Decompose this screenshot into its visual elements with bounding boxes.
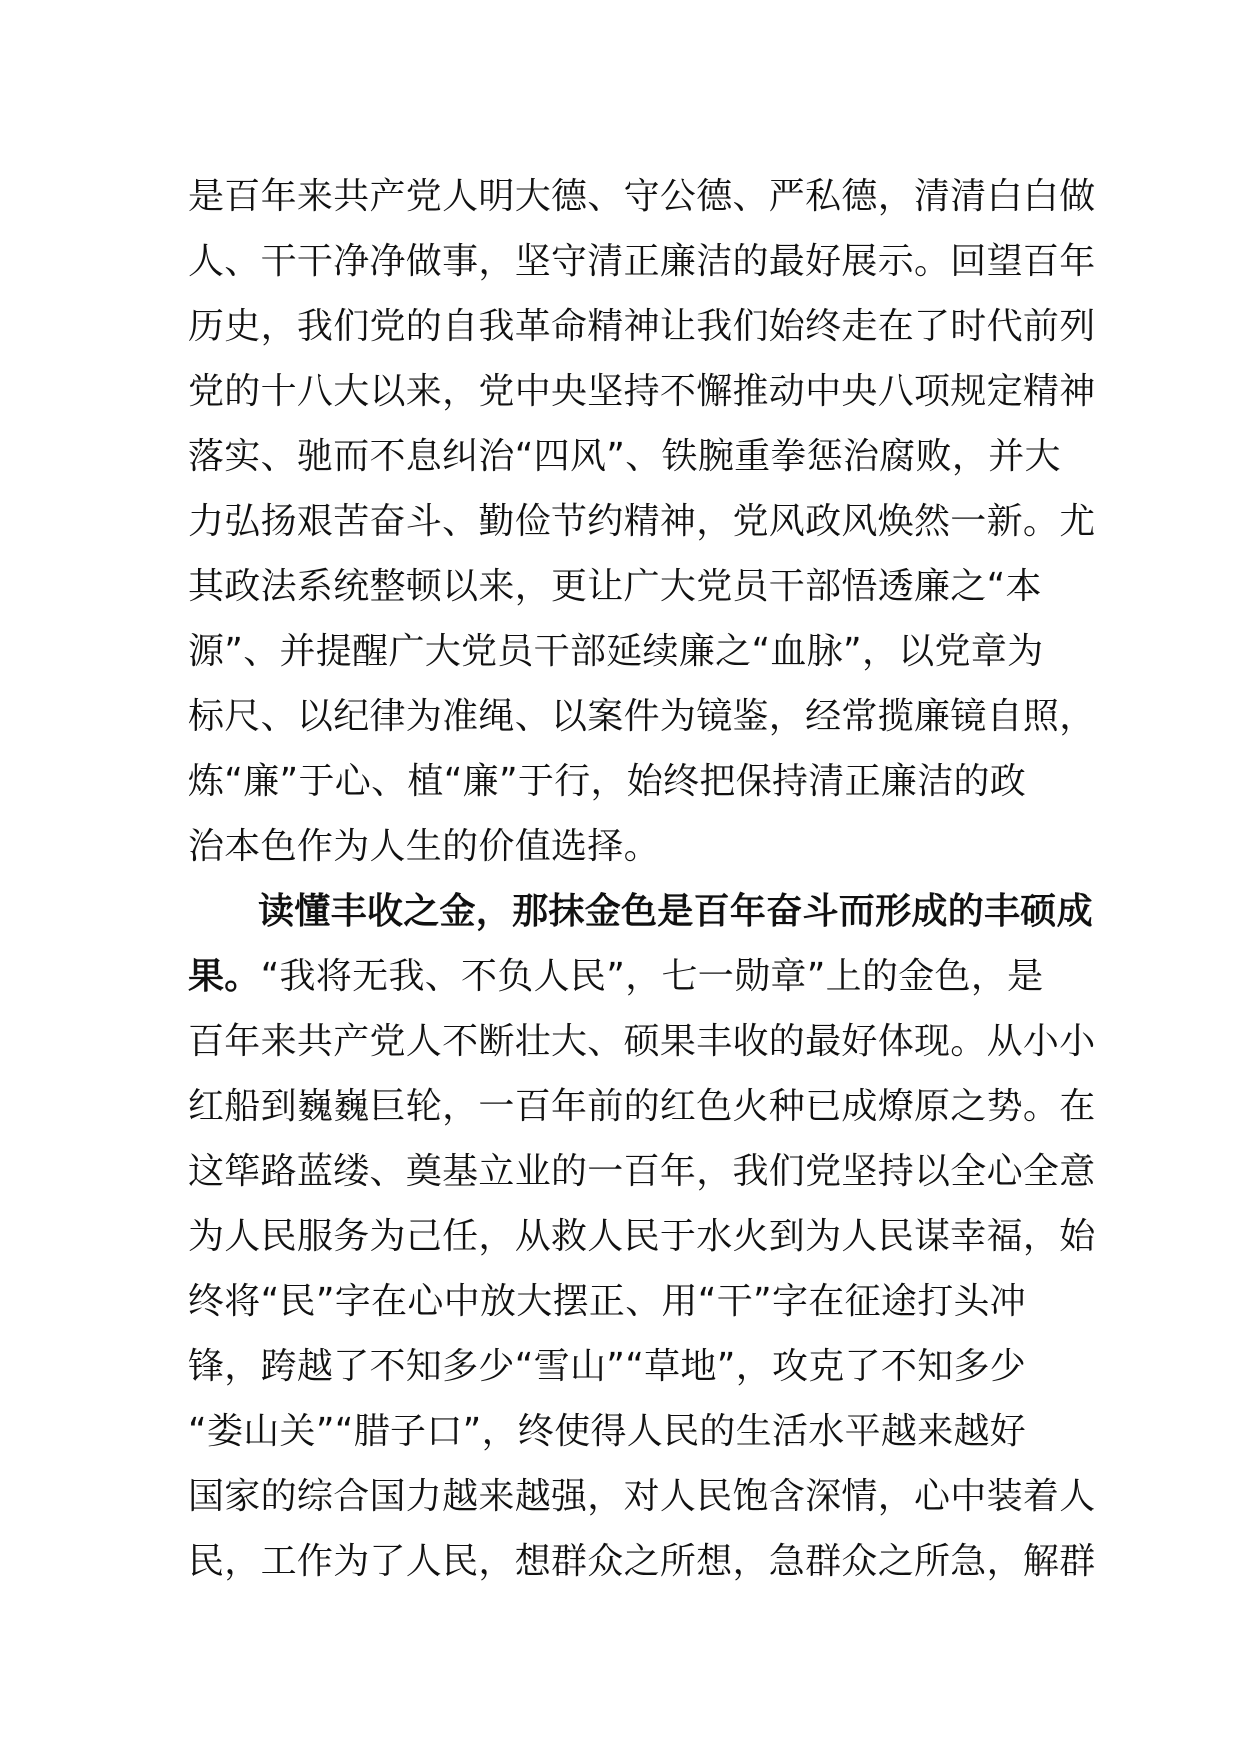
heading-line-rest: “我将无我、不负人民”，七一勋章”上的金色，是 — [260, 956, 1044, 997]
paragraph-1 — [188, 164, 1096, 879]
paragraph-2 — [188, 879, 1096, 1594]
text-line: 终将“民”字在心中放大摆正、用“干”字在征途打头冲 — [188, 1281, 1027, 1322]
text-line: 民，工作为了人民，想群众之所想，急群众之所急，解群 — [188, 1541, 1096, 1582]
text-line: 党的十八大以来，党中央坚持不懈推动中央八项规定精神 — [188, 371, 1096, 412]
text-line: 百年来共产党人不断壮大、硕果丰收的最好体现。从小小 — [188, 1021, 1096, 1062]
text-line: 国家的综合国力越来越强，对人民饱含深情，心中装着人 — [188, 1476, 1096, 1517]
text-line: 人、干干净净做事，坚守清正廉洁的最好展示。回望百年 — [188, 241, 1096, 282]
document-body — [188, 164, 1096, 1594]
text-line: 为人民服务为己任，从救人民于水火到为人民谋幸福，始 — [188, 1216, 1096, 1257]
text-line: 其政法系统整顿以来，更让广大党员干部悟透廉之“本 — [188, 566, 1042, 607]
text-line: 是百年来共产党人明大德、守公德、严私德，清清白白做 — [188, 176, 1096, 217]
text-line: 历史，我们党的自我革命精神让我们始终走在了时代前列 — [188, 306, 1096, 347]
text-line: 标尺、以纪律为准绳、以案件为镜鉴，经常揽廉镜自照， — [188, 696, 1096, 737]
text-line: 锋，跨越了不知多少“雪山”“草地”，攻克了不知多少 — [188, 1346, 1027, 1387]
text-line — [188, 944, 1060, 1009]
paragraph-heading-line: 读懂丰收之金，那抹金色是百年奋斗而形成的丰硕成 — [258, 891, 1093, 932]
text-line: 治本色作为人生的价值选择。 — [188, 826, 660, 867]
text-line: 力弘扬艰苦奋斗、勤俭节约精神，党风政风焕然一新。尤 — [188, 501, 1096, 542]
text-line: 源”、并提醒广大党员干部延续廉之“血脉”，以党章为 — [188, 631, 1044, 672]
text-line: 炼“廉”于心、植“廉”于行，始终把保持清正廉洁的政 — [188, 761, 1027, 802]
text-line: 红船到巍巍巨轮，一百年前的红色火种已成燎原之势。在 — [188, 1086, 1096, 1127]
text-line: 落实、驰而不息纠治“四风”、铁腕重拳惩治腐败，并大 — [188, 436, 1061, 477]
text-line: 这筚路蓝缕、奠基立业的一百年，我们党坚持以全心全意 — [188, 1151, 1096, 1192]
text-line: “娄山关”“腊子口”，终使得人民的生活水平越来越好 — [188, 1411, 1027, 1452]
heading-end-bold: 果。 — [188, 956, 261, 997]
